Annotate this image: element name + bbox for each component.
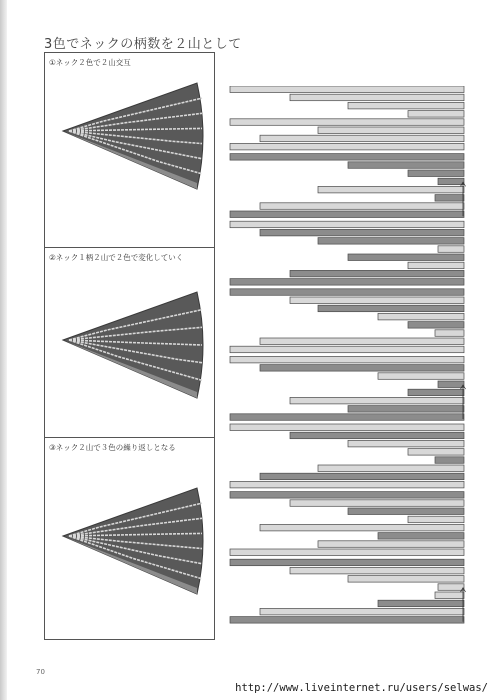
- stripe-diagram: [228, 86, 468, 628]
- stripe-bar: [348, 254, 464, 261]
- stripe-bar: [435, 592, 464, 599]
- stripe-bar: [260, 203, 464, 210]
- stripe-bar: [408, 389, 464, 396]
- stripe-bar: [348, 508, 464, 515]
- stripe-bar: [348, 102, 464, 109]
- panel-label: ②ネック１柄２山で２色で変化していく: [49, 253, 184, 262]
- stripe-bar: [230, 414, 464, 421]
- stripe-bar: [378, 313, 464, 320]
- stripe-bar: [230, 492, 464, 499]
- knit-swatch: [59, 81, 204, 191]
- swatch-panel: [45, 53, 214, 247]
- stripe-bar: [260, 135, 464, 142]
- stripe-bar: [438, 246, 464, 253]
- stripe-bar: [348, 406, 464, 413]
- stripe-bar: [260, 365, 464, 372]
- knit-swatch: [59, 290, 204, 400]
- stripe-bar: [260, 338, 464, 345]
- stripe-bar: [318, 238, 464, 245]
- stripe-bar: [230, 559, 464, 566]
- page-title: 3色でネックの柄数を２山として: [44, 37, 242, 52]
- stripe-bar: [230, 221, 464, 228]
- stripe-bar: [290, 297, 464, 304]
- stripe-bar: [290, 397, 464, 404]
- panel-label: ③ネック２山で３色の繰り返しとなる: [49, 443, 176, 452]
- stripe-bar: [290, 94, 464, 101]
- swatch-column: [44, 52, 215, 640]
- stripe-bar: [230, 424, 464, 431]
- stripe-bar: [230, 279, 464, 286]
- page-edge: [0, 0, 7, 700]
- stripe-bar: [318, 127, 464, 134]
- stripe-bar: [348, 576, 464, 583]
- stripe-bar: [408, 516, 464, 523]
- stripe-bar: [230, 289, 464, 296]
- stripe-bar: [378, 600, 464, 607]
- stripe-bar: [230, 119, 464, 126]
- stripe-bar: [435, 457, 464, 464]
- stripe-bar: [438, 178, 464, 185]
- stripe-bar: [435, 195, 464, 202]
- stripe-bar: [260, 524, 464, 531]
- stripe-bar: [348, 162, 464, 169]
- stripe-bar: [438, 381, 464, 388]
- stripe-bar: [230, 346, 464, 353]
- stripe-bar: [260, 229, 464, 236]
- knit-swatch: [59, 486, 204, 596]
- stripe-bar: [378, 533, 464, 540]
- stripe-bar: [230, 481, 464, 488]
- stripe-bar: [435, 330, 464, 337]
- stripe-bar: [408, 262, 464, 269]
- stripe-bar: [318, 541, 464, 548]
- stripe-bar: [260, 473, 464, 480]
- page-number: 70: [36, 668, 45, 676]
- stripe-bar: [230, 143, 464, 150]
- stripe-bar: [318, 186, 464, 193]
- stripe-bar: [260, 608, 464, 615]
- swatch-panel: [45, 437, 214, 641]
- stripe-bar: [408, 111, 464, 118]
- stripe-bar: [348, 440, 464, 447]
- stripe-bar: [378, 373, 464, 380]
- stripe-bar: [230, 617, 464, 624]
- stripe-bar: [318, 465, 464, 472]
- swatch-panel: [45, 247, 214, 437]
- stripe-bar: [230, 86, 464, 93]
- stripe-bar: [230, 356, 464, 363]
- watermark-url: http://www.liveinternet.ru/users/selwas/: [235, 682, 488, 694]
- stripe-bar: [290, 432, 464, 439]
- stripe-bar: [408, 322, 464, 329]
- stripe-bar: [438, 584, 464, 591]
- swatch-body: [63, 488, 203, 594]
- stripe-bar: [290, 500, 464, 507]
- stripe-bar: [230, 211, 464, 218]
- stripe-bar: [408, 449, 464, 456]
- stripe-bar: [290, 567, 464, 574]
- stripe-bar: [230, 549, 464, 556]
- stripe-bar: [408, 170, 464, 177]
- stripe-bar: [318, 305, 464, 312]
- panel-label: ①ネック２色で２山交互: [49, 58, 131, 67]
- swatch-body: [63, 83, 203, 189]
- stripe-bar: [230, 154, 464, 161]
- stripe-bar: [290, 270, 464, 277]
